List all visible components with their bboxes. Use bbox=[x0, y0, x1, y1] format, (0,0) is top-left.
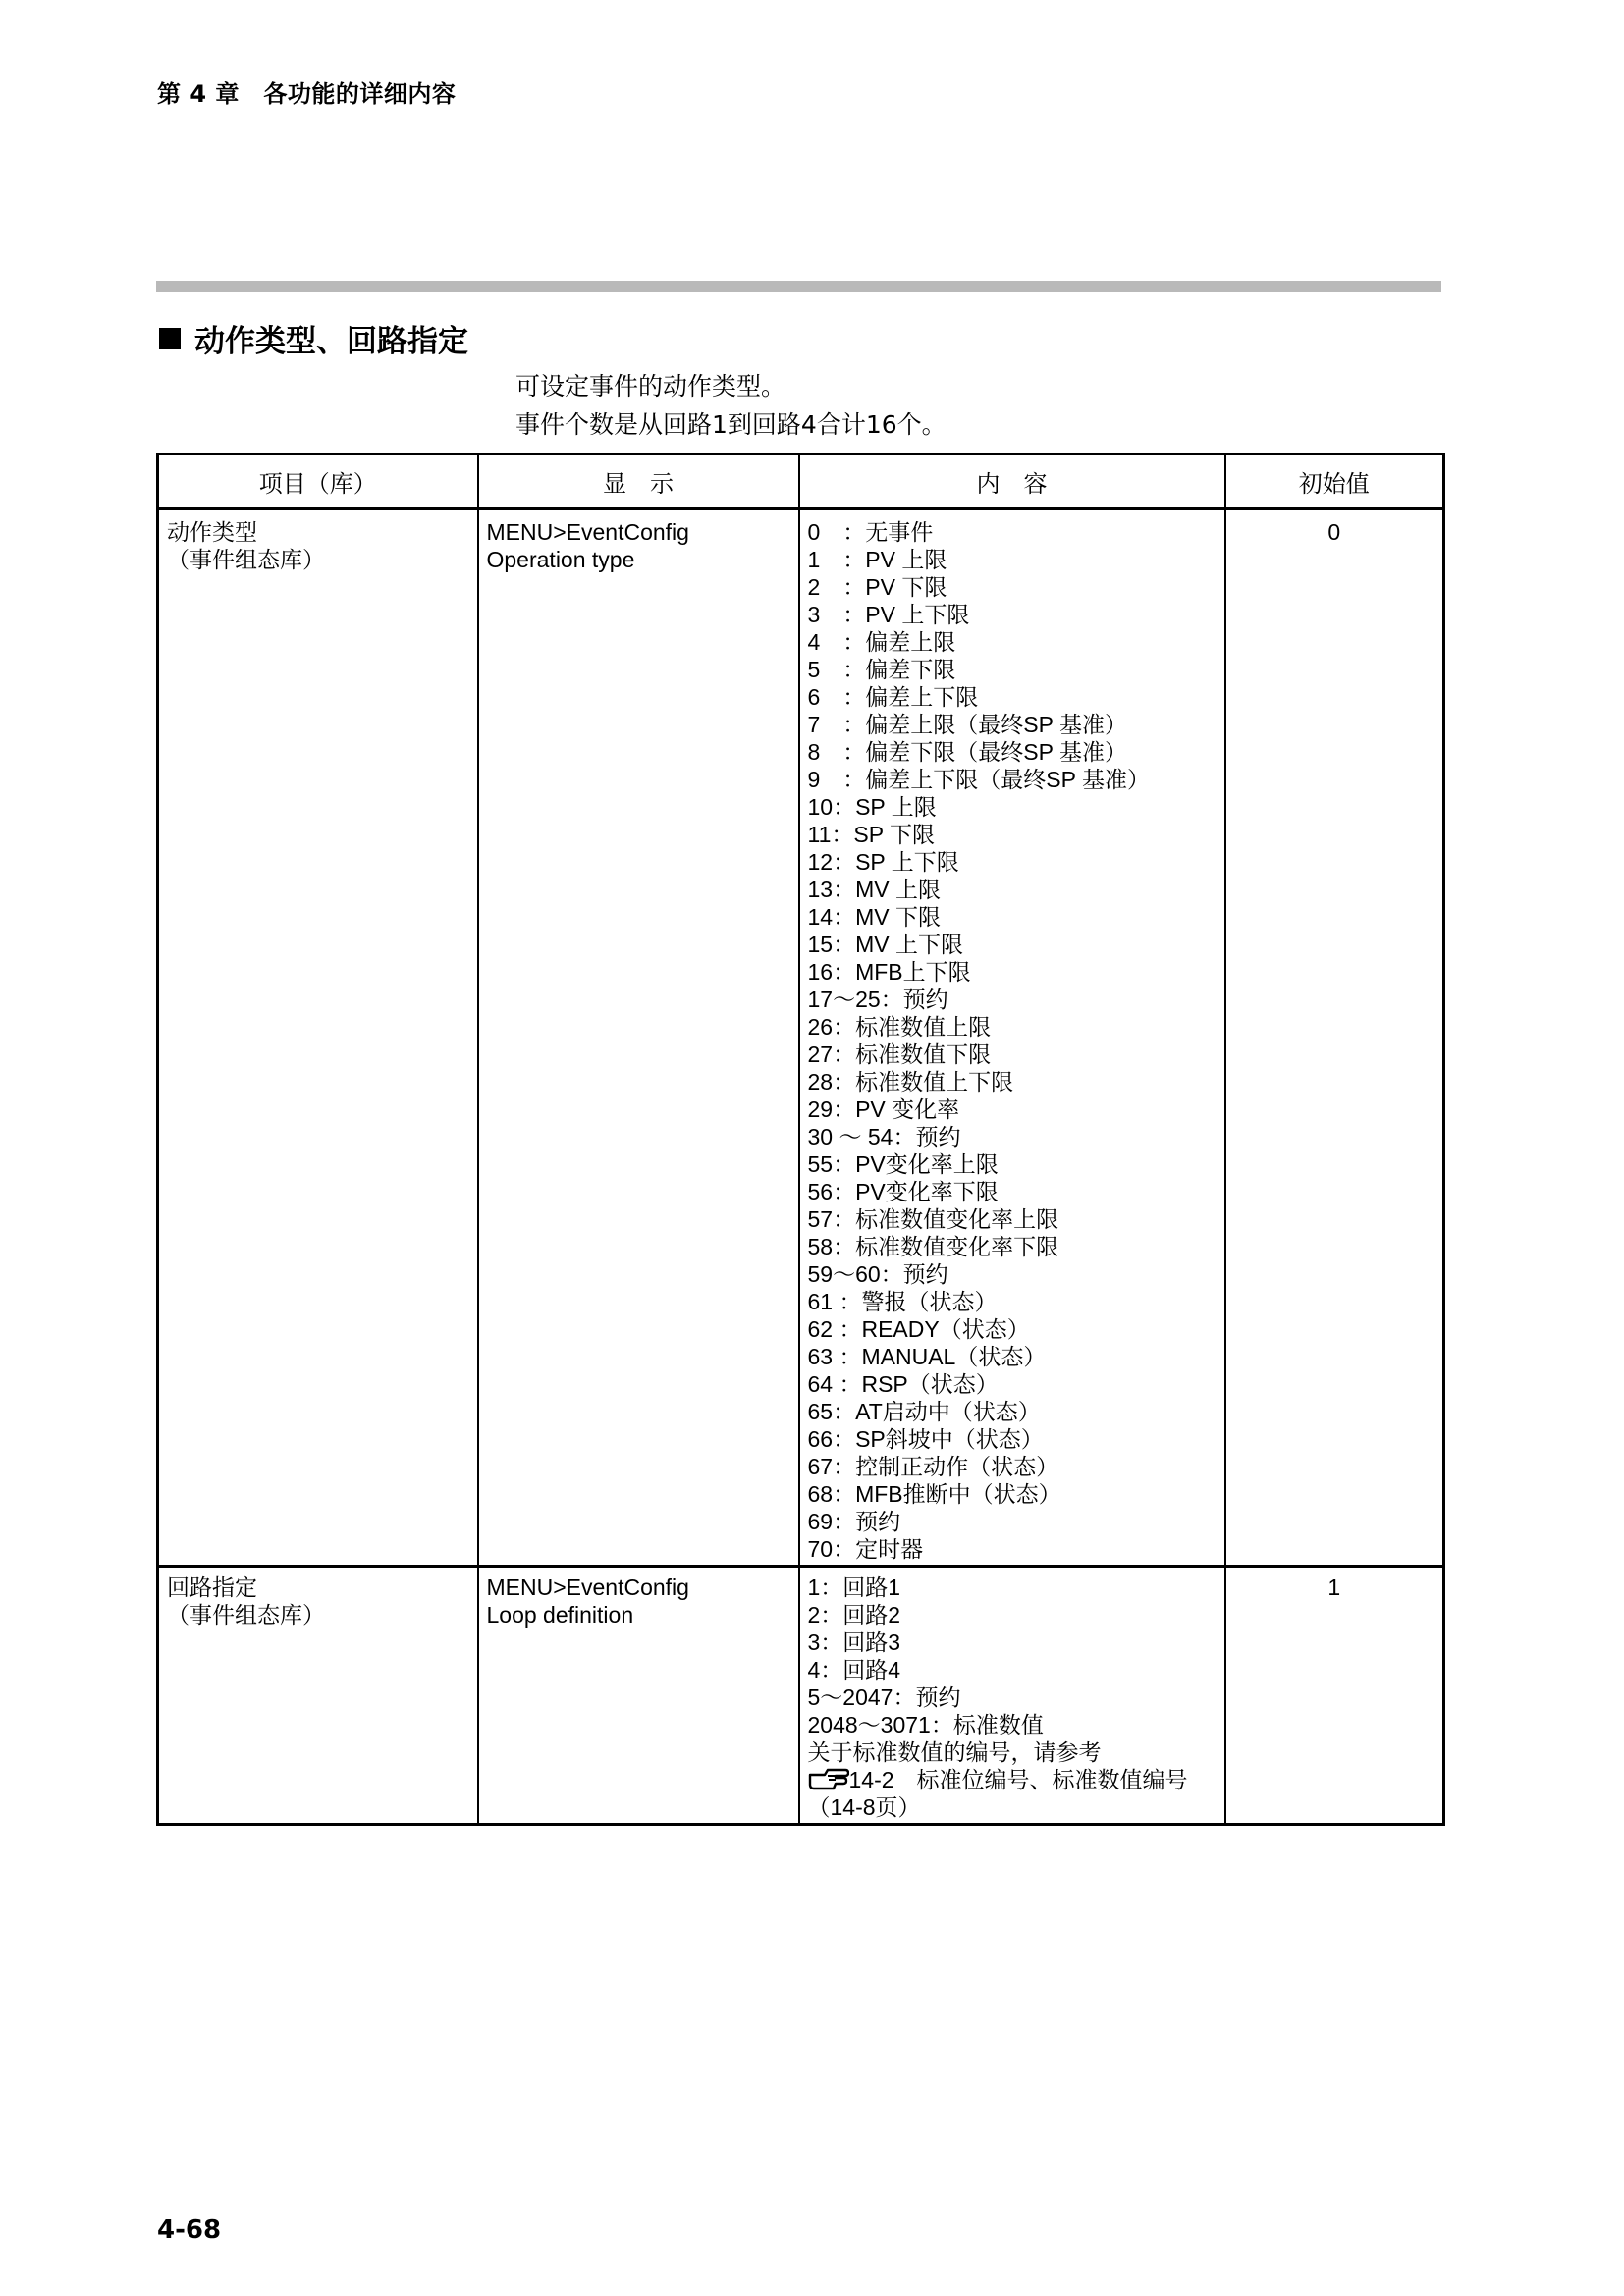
cell-content bbox=[799, 509, 1225, 1567]
chapter-heading: 第 4 章 各功能的详细内容 bbox=[157, 80, 457, 108]
content-line: 17～25：预约 bbox=[807, 987, 948, 1012]
display-menu-path: MENU>EventConfig bbox=[486, 519, 689, 545]
content-line: 10：SP 上限 bbox=[807, 794, 937, 820]
display-label: Operation type bbox=[486, 547, 635, 572]
table-header-row bbox=[158, 454, 1444, 509]
cell-initial: 1 bbox=[1225, 1567, 1444, 1825]
content-line: 66：SP斜坡中（状态） bbox=[807, 1426, 1044, 1452]
display-menu-path: MENU>EventConfig bbox=[486, 1575, 689, 1600]
content-line: 69：预约 bbox=[807, 1509, 901, 1534]
reference-link[interactable] bbox=[808, 1766, 1217, 1821]
content-line: 1：回路1 bbox=[807, 1575, 901, 1600]
content-line: 30 ～ 54：预约 bbox=[807, 1124, 961, 1149]
content-line: 2048～3071：标准数值 bbox=[807, 1712, 1044, 1737]
section-divider bbox=[156, 281, 1441, 292]
spec-table bbox=[156, 453, 1445, 1826]
content-line: 64 ：RSP（状态） bbox=[807, 1371, 999, 1397]
table-row-operation-type bbox=[158, 509, 1444, 1567]
table-row-loop-definition bbox=[158, 1567, 1444, 1825]
cell-item bbox=[158, 509, 478, 1567]
content-line: 59～60：预约 bbox=[807, 1261, 948, 1287]
content-line: 关于标准数值的编号，请参考 bbox=[807, 1739, 1102, 1765]
item-bank: （事件组态库） bbox=[167, 1602, 325, 1628]
header-content: 内 容 bbox=[799, 454, 1225, 509]
section-intro bbox=[515, 367, 947, 444]
content-line: 8 ：偏差下限（最终SP 基准） bbox=[807, 739, 1127, 765]
content-line: 67：控制正动作（状态） bbox=[807, 1454, 1059, 1479]
content-line: 0 ：无事件 bbox=[807, 519, 934, 545]
content-line: 5～2047：预约 bbox=[807, 1684, 961, 1710]
content-line: 14：MV 下限 bbox=[807, 904, 941, 930]
content-line: 62 ：READY（状态） bbox=[807, 1316, 1030, 1342]
page-number: 4-68 bbox=[157, 2216, 222, 2245]
content-line: 27：标准数值下限 bbox=[807, 1041, 992, 1067]
content-line: 55：PV变化率上限 bbox=[807, 1151, 999, 1177]
pointing-hand-icon bbox=[808, 1766, 849, 1791]
content-line: 28：标准数值上下限 bbox=[807, 1069, 1014, 1095]
content-line: 2 ：PV 下限 bbox=[807, 574, 947, 600]
content-line: 58：标准数值变化率下限 bbox=[807, 1234, 1059, 1259]
section-title-text: 动作类型、回路指定 bbox=[194, 324, 468, 359]
content-line: 65：AT启动中（状态） bbox=[807, 1399, 1041, 1424]
content-line: 9 ：偏差上下限（最终SP 基准） bbox=[807, 767, 1150, 792]
content-line: 56：PV变化率下限 bbox=[807, 1179, 999, 1204]
content-line: 11：SP 下限 bbox=[807, 822, 936, 847]
cell-item bbox=[158, 1567, 478, 1825]
header-item: 项目（库） bbox=[158, 454, 478, 509]
content-line: 4：回路4 bbox=[807, 1657, 901, 1682]
cell-display bbox=[478, 509, 799, 1567]
content-line: 5 ：偏差下限 bbox=[807, 657, 956, 682]
content-line: 1 ：PV 上限 bbox=[807, 547, 947, 572]
content-line: 2：回路2 bbox=[807, 1602, 901, 1628]
display-label: Loop definition bbox=[486, 1602, 634, 1628]
item-bank: （事件组态库） bbox=[167, 547, 325, 572]
intro-line: 事件个数是从回路1到回路4合计16个。 bbox=[515, 410, 947, 439]
content-line: 3 ：PV 上下限 bbox=[807, 602, 970, 627]
content-line: 70：定时器 bbox=[807, 1536, 924, 1562]
section-title bbox=[159, 316, 468, 360]
content-line: 4 ：偏差上限 bbox=[807, 629, 956, 655]
item-name: 回路指定 bbox=[167, 1575, 257, 1600]
content-line: 12：SP 上下限 bbox=[807, 849, 959, 875]
content-line: 13：MV 上限 bbox=[807, 877, 941, 902]
header-display: 显 示 bbox=[478, 454, 799, 509]
content-line: 26：标准数值上限 bbox=[807, 1014, 992, 1040]
reference-text: 14-2 标准位编号、标准数值编号 （14-8页） bbox=[807, 1767, 1211, 1820]
black-square-bullet-icon bbox=[159, 328, 181, 349]
content-line: 6 ：偏差上下限 bbox=[807, 684, 979, 710]
content-line: 3：回路3 bbox=[807, 1629, 901, 1655]
content-line: 16：MFB上下限 bbox=[807, 959, 971, 985]
content-line: 7 ：偏差上限（最终SP 基准） bbox=[807, 712, 1127, 737]
content-line: 61 ：警报（状态） bbox=[807, 1289, 998, 1314]
content-line: 29：PV 变化率 bbox=[807, 1096, 960, 1122]
content-line: 15：MV 上下限 bbox=[807, 932, 963, 957]
header-initial: 初始值 bbox=[1225, 454, 1444, 509]
content-line: 63 ：MANUAL（状态） bbox=[807, 1344, 1047, 1369]
cell-initial: 0 bbox=[1225, 509, 1444, 1567]
item-name: 动作类型 bbox=[167, 519, 257, 545]
content-line: 68：MFB推断中（状态） bbox=[807, 1481, 1061, 1507]
cell-display bbox=[478, 1567, 799, 1825]
content-line: 57：标准数值变化率上限 bbox=[807, 1206, 1059, 1232]
intro-line: 可设定事件的动作类型。 bbox=[515, 372, 786, 400]
cell-content bbox=[799, 1567, 1225, 1825]
